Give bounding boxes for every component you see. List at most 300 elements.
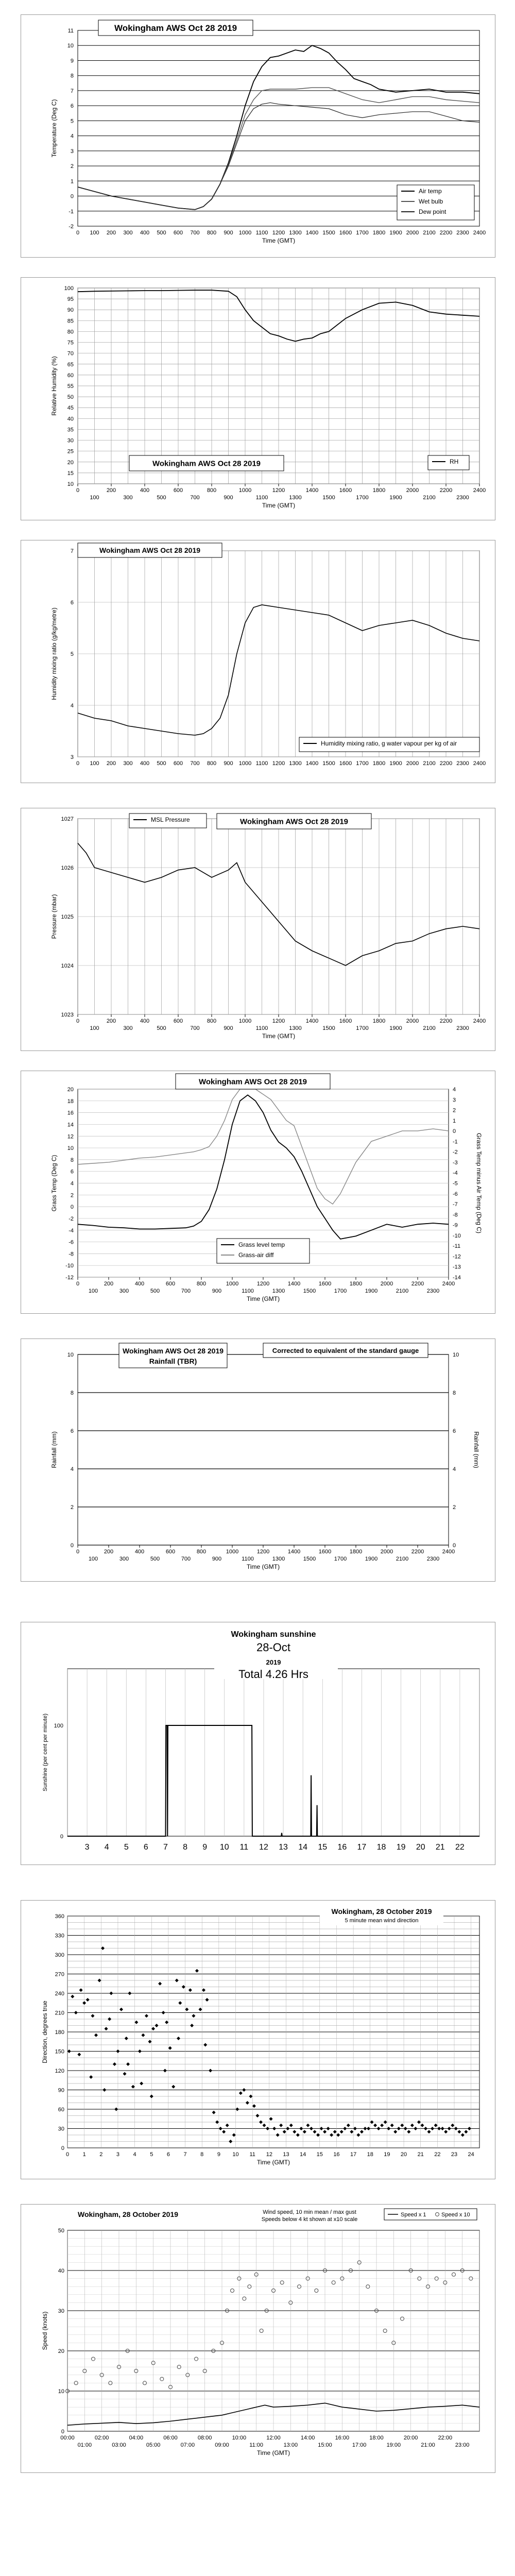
- x-tick-label: 700: [190, 760, 200, 767]
- x-tick-label: 10: [219, 1843, 229, 1852]
- x-tick-label: 8: [200, 2151, 204, 2158]
- y-tick-label: 10: [67, 481, 74, 487]
- legend-label: Air temp: [419, 188, 442, 195]
- x-tick-label: 5: [150, 2151, 153, 2158]
- y-tick-label: 1027: [61, 816, 74, 822]
- x-tick-label: 18: [367, 2151, 373, 2158]
- y-tick-label: 11: [67, 28, 74, 34]
- x-tick-label: 2000: [406, 1018, 419, 1024]
- y-tick-label: 20: [58, 2348, 64, 2354]
- x-tick-label: 1800: [372, 230, 386, 236]
- x-tick-label: 700: [190, 1025, 200, 1031]
- x-tick-label: 700: [181, 1288, 191, 1294]
- y-tick-label: 25: [67, 448, 74, 455]
- x-tick-label: 1500: [303, 1556, 316, 1562]
- chart-title: Wokingham sunshine: [231, 1630, 316, 1639]
- x-tick-label: 400: [140, 487, 150, 494]
- x-tick-label: 5: [124, 1843, 129, 1852]
- x-tick-label: 1400: [305, 230, 319, 236]
- x-tick-label: 1400: [287, 1281, 301, 1287]
- x-tick-label: 2300: [456, 760, 469, 767]
- y-tick-label: 60: [67, 372, 74, 379]
- y-tick-label: 0: [61, 2145, 64, 2151]
- x-tick-label: 22: [434, 2151, 441, 2158]
- x-tick-label: 2200: [411, 1549, 424, 1555]
- y-tick-label: 45: [67, 405, 74, 412]
- y-tick-label: 1: [70, 178, 74, 185]
- x-tick-label: 19: [384, 2151, 390, 2158]
- x-tick-label: 23: [451, 2151, 458, 2158]
- y-tick-label: 1023: [61, 1012, 74, 1018]
- x-tick-label: 1900: [389, 1025, 402, 1031]
- chart-title: Wokingham, 28 October 2019: [331, 1907, 432, 1916]
- x-tick-label: 900: [212, 1556, 222, 1562]
- x-tick-label: 800: [207, 230, 217, 236]
- y-tick-label: 7: [70, 88, 74, 94]
- y2-tick-label: 2: [453, 1504, 456, 1511]
- chart-title: Wokingham AWS Oct 28 2019: [99, 546, 201, 554]
- x-tick-label: 1300: [289, 1025, 302, 1031]
- y2-tick-label: -11: [453, 1243, 461, 1250]
- y2-tick-label: -4: [453, 1170, 458, 1177]
- x-tick-label: 24: [468, 2151, 474, 2158]
- x-tick-label: 600: [173, 1018, 183, 1024]
- y-axis-label: Pressure (mbar): [50, 894, 58, 939]
- y-axis-label: Sunshine (per cent per minute): [42, 1713, 48, 1792]
- y-tick-label: 9: [70, 58, 74, 64]
- x-tick-label: 19: [396, 1843, 406, 1852]
- legend-label: MSL Pressure: [151, 816, 190, 823]
- x-tick-label: 2100: [423, 760, 436, 767]
- chart-total: Total 4.26 Hrs: [238, 1668, 308, 1681]
- x-tick-label: 1000: [226, 1549, 239, 1555]
- x-tick-label: 2100: [423, 1025, 436, 1031]
- y-tick-label: 3: [70, 148, 74, 155]
- y2-tick-label: -14: [453, 1275, 461, 1281]
- y-tick-label: 1024: [61, 963, 74, 969]
- y-tick-label: -1: [68, 208, 74, 215]
- y-tick-label: 210: [55, 2010, 64, 2016]
- x-tick-label: 1000: [238, 1018, 252, 1024]
- x-axis-label: Time (GMT): [262, 237, 296, 244]
- y-axis-label: Temperature (Deg C): [50, 99, 58, 158]
- x-tick-label: 1100: [255, 760, 268, 767]
- x-tick-label: 22: [455, 1843, 465, 1852]
- y-tick-label: 180: [55, 2029, 64, 2036]
- x-tick-label: 900: [212, 1288, 222, 1294]
- x-tick-label: 0: [76, 1281, 80, 1287]
- x-tick-label: 16:00: [335, 2435, 350, 2441]
- y-tick-label: 35: [67, 427, 74, 433]
- legend-label: Humidity mixing ratio, g water vapour per kg of air: [321, 740, 457, 747]
- x-tick-label: 200: [106, 760, 116, 767]
- y-tick-label: 14: [67, 1122, 74, 1128]
- y-tick-label: 8: [70, 73, 74, 79]
- x-tick-label: 1500: [322, 230, 335, 236]
- x-tick-label: 200: [106, 230, 116, 236]
- x-tick-label: 1600: [339, 487, 352, 494]
- legend-label: Grass-air diff: [238, 1251, 274, 1259]
- y-tick-label: 300: [55, 1952, 64, 1958]
- x-tick-label: 1300: [272, 1556, 285, 1562]
- y2-tick-label: 3: [453, 1097, 456, 1104]
- y-tick-label: 60: [58, 2107, 64, 2113]
- x-tick-label: 2000: [406, 230, 419, 236]
- x-tick-label: 0: [65, 2151, 70, 2158]
- chart-title: Wokingham AWS Oct 28 2019: [239, 817, 349, 826]
- x-tick-label: 15:00: [318, 2442, 332, 2448]
- x-tick-label: 100: [90, 230, 99, 236]
- y-tick-label: 4: [70, 703, 74, 709]
- y2-axis-label: Rainfall (mm): [473, 1431, 480, 1468]
- grass-temp-chart: [21, 1071, 495, 1313]
- y-tick-label: -2: [68, 1215, 74, 1222]
- x-tick-label: 1100: [242, 1556, 254, 1562]
- y2-tick-label: -6: [453, 1191, 458, 1197]
- x-tick-label: 100: [88, 1556, 98, 1562]
- y-axis-label: Relative Humidity (%): [50, 356, 58, 416]
- x-tick-label: 11: [239, 1843, 249, 1852]
- x-tick-label: 6: [143, 1843, 148, 1852]
- x-tick-label: 6: [166, 2151, 170, 2158]
- wind-speed-chart-panel: [21, 2204, 495, 2473]
- x-tick-label: 1700: [356, 230, 369, 236]
- y2-tick-label: -3: [453, 1159, 458, 1166]
- y2-tick-label: -1: [453, 1139, 458, 1145]
- x-tick-label: 900: [224, 1025, 233, 1031]
- x-tick-label: 16: [337, 1843, 347, 1852]
- x-tick-label: 1200: [272, 487, 285, 494]
- rainfall-chart-panel: [21, 1338, 495, 1582]
- x-tick-label: 400: [140, 1018, 150, 1024]
- x-tick-label: 1400: [305, 1018, 319, 1024]
- chart-subtitle: 5 minute mean wind direction: [345, 1918, 419, 1924]
- x-tick-label: 600: [165, 1549, 176, 1555]
- y-tick-label: 12: [67, 1133, 74, 1140]
- y-tick-label: 3: [70, 754, 74, 760]
- y-tick-label: 1025: [61, 914, 74, 920]
- x-tick-label: 2200: [411, 1281, 424, 1287]
- y-tick-label: 30: [58, 2126, 64, 2132]
- x-tick-label: 2000: [380, 1281, 393, 1287]
- x-tick-label: 22:00: [438, 2435, 453, 2441]
- wind-direction-chart: [21, 1901, 495, 2179]
- y-tick-label: 16: [67, 1110, 74, 1116]
- x-tick-label: 17: [357, 1843, 367, 1852]
- chart-title: Wokingham AWS Oct 28 2019: [122, 1347, 224, 1355]
- x-tick-label: 100: [88, 1288, 98, 1294]
- x-tick-label: 1100: [242, 1288, 254, 1294]
- x-tick-label: 1500: [322, 1025, 335, 1031]
- y-tick-label: 50: [58, 2228, 64, 2234]
- y2-tick-label: -13: [453, 1264, 461, 1270]
- x-tick-label: 15: [316, 2151, 323, 2158]
- x-tick-label: 9: [217, 2151, 220, 2158]
- x-tick-label: 200: [106, 487, 116, 494]
- y2-tick-label: 0: [453, 1543, 456, 1549]
- x-tick-label: 1200: [256, 1281, 270, 1287]
- x-tick-label: 400: [140, 230, 150, 236]
- x-tick-label: 300: [123, 760, 133, 767]
- y-tick-label: 0: [60, 1834, 63, 1840]
- y-tick-label: 85: [67, 318, 74, 325]
- x-tick-label: 1700: [334, 1288, 347, 1294]
- y-tick-label: 4: [70, 1180, 74, 1187]
- mixing-ratio-chart-panel: [21, 540, 495, 783]
- x-tick-label: 1900: [365, 1288, 378, 1294]
- y-tick-label: 6: [70, 1428, 74, 1434]
- y-tick-label: 100: [64, 285, 74, 292]
- y-tick-label: 55: [67, 383, 74, 389]
- y2-tick-label: 8: [453, 1390, 456, 1396]
- plot-area: [78, 1354, 449, 1545]
- y-tick-label: 8: [70, 1157, 74, 1163]
- x-tick-label: 1400: [287, 1549, 301, 1555]
- x-tick-label: 2000: [406, 487, 419, 494]
- x-tick-label: 13:00: [283, 2442, 298, 2448]
- y-tick-label: 20: [67, 1087, 74, 1093]
- y-tick-label: 2: [70, 1192, 74, 1199]
- x-tick-label: 700: [181, 1556, 191, 1562]
- x-tick-label: 12: [266, 2151, 272, 2158]
- x-tick-label: 2400: [442, 1549, 455, 1555]
- x-tick-label: 2400: [442, 1281, 455, 1287]
- x-tick-label: 400: [134, 1549, 145, 1555]
- y2-tick-label: -2: [453, 1149, 458, 1156]
- plot-area: [67, 1669, 479, 1836]
- x-tick-label: 1100: [255, 230, 268, 236]
- y-tick-label: -4: [68, 1227, 74, 1234]
- y-tick-label: 5: [70, 118, 74, 125]
- x-tick-label: 2200: [439, 1018, 453, 1024]
- x-axis-label: Time (GMT): [256, 2159, 290, 2166]
- x-tick-label: 600: [173, 487, 183, 494]
- x-tick-label: 0: [76, 1018, 80, 1024]
- x-tick-label: 700: [190, 495, 200, 501]
- y-tick-label: 0: [70, 1543, 74, 1549]
- x-tick-label: 21:00: [421, 2442, 435, 2448]
- y-tick-label: 15: [67, 470, 74, 477]
- x-tick-label: 1000: [238, 487, 252, 494]
- y-tick-label: 270: [55, 1971, 64, 1978]
- y-tick-label: -6: [68, 1239, 74, 1246]
- y-tick-label: 65: [67, 361, 74, 368]
- x-tick-label: 2: [99, 2151, 103, 2158]
- x-tick-label: 23:00: [455, 2442, 470, 2448]
- x-tick-label: 1300: [289, 495, 302, 501]
- x-tick-label: 12:00: [266, 2435, 281, 2441]
- y-tick-label: 240: [55, 1991, 64, 1997]
- x-tick-label: 20: [416, 1843, 425, 1852]
- x-tick-label: 1300: [289, 760, 302, 767]
- x-tick-label: 1600: [318, 1549, 332, 1555]
- x-tick-label: 1700: [356, 495, 369, 501]
- x-tick-label: 2300: [426, 1288, 440, 1294]
- x-tick-label: 1: [82, 2151, 86, 2158]
- x-tick-label: 1200: [272, 760, 285, 767]
- x-tick-label: 17: [350, 2151, 357, 2158]
- legend-label: Dew point: [419, 208, 447, 215]
- x-tick-label: 13: [279, 1843, 288, 1852]
- x-tick-label: 1500: [322, 495, 335, 501]
- x-tick-label: 1300: [272, 1288, 285, 1294]
- x-tick-label: 19:00: [386, 2442, 401, 2448]
- x-tick-label: 06:00: [163, 2435, 178, 2441]
- y-tick-label: -2: [68, 224, 74, 230]
- x-tick-label: 2100: [423, 495, 436, 501]
- y-tick-label: 90: [67, 307, 74, 314]
- x-tick-label: 12: [259, 1843, 268, 1852]
- temperature-chart: [21, 15, 495, 257]
- x-tick-label: 2300: [426, 1556, 440, 1562]
- x-tick-label: 14:00: [300, 2435, 315, 2441]
- x-tick-label: 1700: [356, 1025, 369, 1031]
- x-tick-label: 9: [202, 1843, 208, 1852]
- x-axis-label: Time (GMT): [246, 1295, 280, 1302]
- x-tick-label: 16: [333, 2151, 340, 2158]
- chart-subtitle: 28-Oct: [256, 1641, 291, 1654]
- x-axis-label: Time (GMT): [262, 502, 296, 509]
- x-tick-label: 17:00: [352, 2442, 367, 2448]
- x-tick-label: 1200: [256, 1549, 270, 1555]
- x-tick-label: 300: [123, 495, 133, 501]
- legend-label: Wet bulb: [419, 198, 443, 205]
- x-tick-label: 0: [76, 487, 80, 494]
- y-axis-label: Speed (knots): [41, 2311, 48, 2350]
- y-tick-label: 10: [67, 43, 74, 49]
- x-tick-label: 300: [119, 1288, 129, 1294]
- x-tick-label: 100: [90, 1025, 99, 1031]
- chart-subtitle: Rainfall (TBR): [149, 1357, 197, 1365]
- y-axis-label: Humidity mixing ratio (g/kg/metre): [50, 607, 58, 700]
- x-tick-label: 08:00: [197, 2435, 212, 2441]
- x-tick-label: 800: [196, 1549, 207, 1555]
- x-tick-label: 600: [173, 230, 183, 236]
- y-tick-label: 360: [55, 1913, 64, 1920]
- x-tick-label: 1000: [226, 1281, 239, 1287]
- x-tick-label: 1200: [272, 230, 285, 236]
- grass-temp-chart-panel: [21, 1071, 495, 1314]
- x-tick-label: 04:00: [129, 2435, 144, 2441]
- sunshine-chart-panel: [21, 1622, 495, 1865]
- x-tick-label: 1000: [238, 230, 252, 236]
- sunshine-chart: [21, 1622, 495, 1865]
- x-tick-label: 2300: [456, 495, 469, 501]
- y2-tick-label: -12: [453, 1253, 461, 1260]
- y2-tick-label: 6: [453, 1428, 456, 1434]
- x-tick-label: 100: [90, 760, 99, 767]
- y-tick-label: 30: [58, 2308, 64, 2314]
- y-tick-label: 80: [67, 329, 74, 335]
- y-tick-label: 8: [70, 1390, 74, 1396]
- x-tick-label: 800: [207, 1018, 217, 1024]
- x-tick-label: 1800: [349, 1281, 363, 1287]
- x-tick-label: 07:00: [180, 2442, 195, 2448]
- x-tick-label: 2400: [473, 487, 486, 494]
- x-tick-label: 03:00: [112, 2442, 126, 2448]
- x-tick-label: 02:00: [94, 2435, 109, 2441]
- x-tick-label: 7: [183, 2151, 187, 2158]
- x-tick-label: 11:00: [249, 2442, 264, 2448]
- x-tick-label: 1600: [339, 1018, 352, 1024]
- x-tick-label: 11: [249, 2151, 255, 2158]
- x-tick-label: 500: [157, 230, 166, 236]
- x-tick-label: 1600: [318, 1281, 332, 1287]
- y-tick-label: 4: [70, 1466, 74, 1472]
- x-axis-label: Time (GMT): [246, 1563, 280, 1570]
- y-tick-label: 6: [70, 1168, 74, 1175]
- x-tick-label: 1500: [303, 1288, 316, 1294]
- y-tick-label: 120: [55, 2068, 64, 2074]
- y-tick-label: 70: [67, 350, 74, 357]
- x-tick-label: 900: [224, 760, 233, 767]
- x-tick-label: 1900: [389, 230, 402, 236]
- x-tick-label: 2200: [439, 487, 453, 494]
- x-tick-label: 500: [157, 760, 166, 767]
- x-tick-label: 2100: [396, 1288, 409, 1294]
- legend-label: Speed x 1: [401, 2212, 426, 2218]
- chart-title: Wokingham AWS Oct 28 2019: [114, 23, 237, 33]
- x-tick-label: 1600: [339, 230, 352, 236]
- x-tick-label: 1400: [305, 487, 319, 494]
- x-tick-label: 700: [190, 230, 200, 236]
- y-tick-label: 6: [70, 103, 74, 110]
- x-axis-label: Time (GMT): [262, 1032, 296, 1040]
- x-tick-label: 1900: [389, 495, 402, 501]
- x-tick-label: 900: [224, 230, 233, 236]
- y-tick-label: 2: [70, 1504, 74, 1511]
- y-tick-label: 90: [58, 2087, 64, 2094]
- x-tick-label: 05:00: [146, 2442, 161, 2448]
- y-tick-label: 95: [67, 296, 74, 303]
- y-tick-label: 0: [61, 2429, 64, 2435]
- x-tick-label: 500: [150, 1288, 160, 1294]
- x-tick-label: 1700: [356, 760, 369, 767]
- chart-annotation: Corrected to equivalent of the standard gauge: [272, 1347, 419, 1354]
- x-tick-label: 2100: [423, 230, 436, 236]
- y-tick-label: 0: [70, 1204, 74, 1211]
- y-tick-label: 50: [67, 394, 74, 401]
- y-tick-label: 0: [70, 193, 74, 200]
- x-tick-label: 1800: [349, 1549, 363, 1555]
- x-tick-label: 200: [104, 1281, 114, 1287]
- mixing-ratio-chart: [21, 540, 495, 783]
- rainfall-chart: [21, 1339, 495, 1581]
- x-axis-label: Time (GMT): [256, 2449, 290, 2456]
- x-tick-label: 900: [224, 495, 233, 501]
- y-tick-label: 10: [58, 2388, 64, 2395]
- x-tick-label: 500: [157, 1025, 166, 1031]
- x-tick-label: 2000: [380, 1549, 393, 1555]
- y-axis-label: Direction, degrees true: [41, 2001, 48, 2063]
- y-tick-label: 6: [70, 600, 74, 606]
- x-tick-label: 100: [90, 495, 99, 501]
- x-tick-label: 0: [76, 1549, 80, 1555]
- y-tick-label: 330: [55, 1933, 64, 1939]
- x-tick-label: 7: [163, 1843, 168, 1852]
- y2-tick-label: -10: [453, 1232, 461, 1239]
- legend: [428, 455, 469, 470]
- x-tick-label: 1300: [289, 230, 302, 236]
- y2-tick-label: 4: [453, 1466, 456, 1472]
- y-tick-label: -8: [68, 1251, 74, 1258]
- chart-title: Wokingham AWS Oct 28 2019: [198, 1077, 307, 1087]
- x-tick-label: 400: [140, 760, 150, 767]
- y2-tick-label: -7: [453, 1201, 458, 1208]
- x-tick-label: 2300: [456, 230, 469, 236]
- x-tick-label: 14: [300, 2151, 306, 2158]
- x-tick-label: 500: [150, 1556, 160, 1562]
